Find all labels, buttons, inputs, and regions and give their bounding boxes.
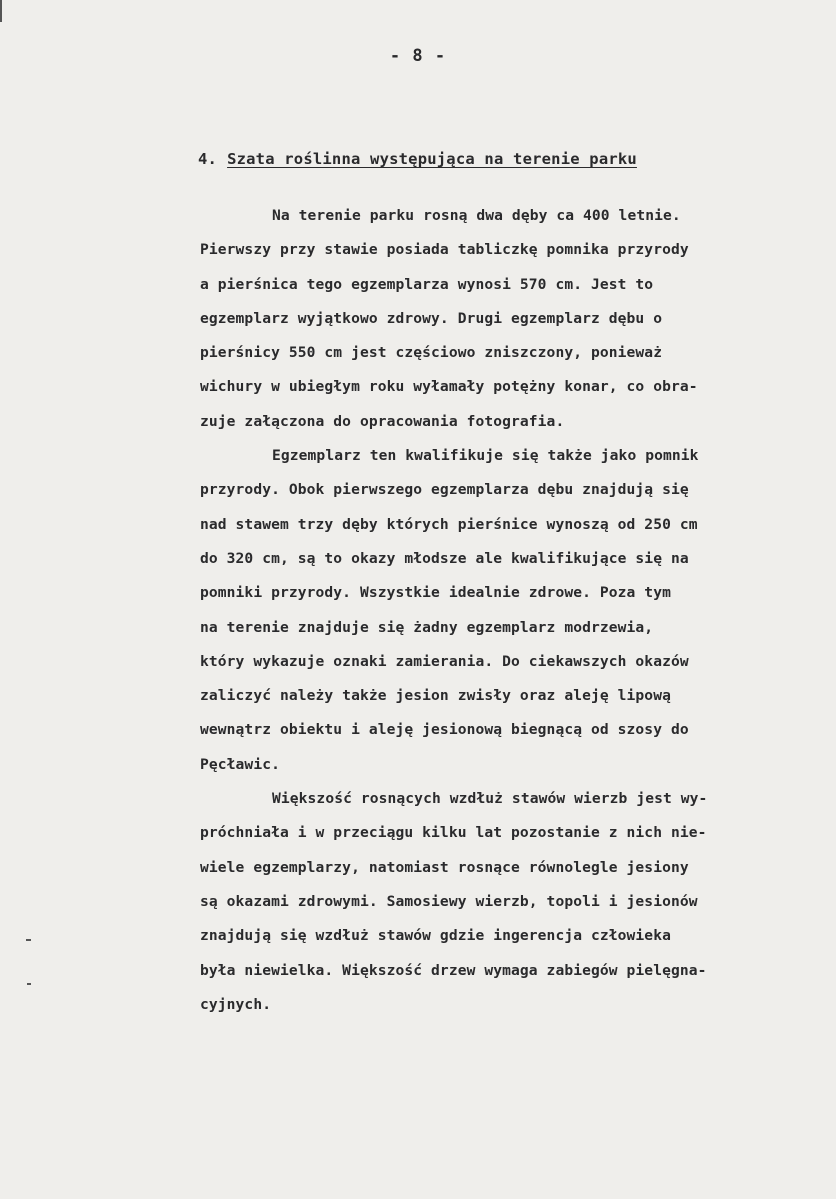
text-line: zuje załączona do opracowania fotografia.	[200, 412, 565, 430]
section-number: 4.	[198, 150, 218, 168]
text-line: Większość rosnących wzdłuż stawów wierzb jest wy-	[272, 790, 708, 808]
text-line: przyrody. Obok pierwszego egzemplarza dębu znajdują się	[200, 481, 689, 499]
text-line: Pęcławic.	[200, 755, 280, 773]
text-line: Na terenie parku rosną dwa dęby ca 400 letnie.	[272, 207, 681, 224]
text-line: próchniała i w przeciągu kilku lat pozostanie z nich nie-	[200, 824, 707, 842]
text-line: Pierwszy przy stawie posiada tabliczkę pomnika przyrody	[200, 241, 689, 259]
margin-mark	[26, 939, 31, 941]
text-line: są okazami zdrowymi. Samosiewy wierzb, topoli i jesionów	[200, 892, 698, 910]
text-line: egzemplarz wyjątkowo zdrowy. Drugi egzemplarz dębu o	[200, 309, 663, 327]
text-line: do 320 cm, są to okazy młodsze ale kwalifikujące się na	[200, 549, 689, 567]
text-line: była niewielka. Większość drzew wymaga zabiegów pielęgna-	[200, 961, 707, 979]
text-line: a pierśnica tego egzemplarza wynosi 570 cm. Jest to	[200, 275, 654, 293]
margin-mark	[0, 0, 2, 22]
text-line: wewnątrz obiektu i aleję jesionową biegnącą od szosy do	[200, 721, 689, 739]
text-line: zaliczyć należy także jesion zwisły oraz aleję lipową	[200, 687, 671, 705]
body-text	[200, 199, 785, 1022]
text-line: na terenie znajduje się żadny egzemplarz modrzewia,	[200, 618, 654, 636]
text-line: wiele egzemplarzy, natomiast rosnące równolegle jesiony	[200, 858, 689, 876]
text-line: pomniki przyrody. Wszystkie idealnie zdrowe. Poza tym	[200, 584, 671, 602]
text-line: cyjnych.	[200, 995, 272, 1013]
section-title: Szata roślinna występująca na terenie parku	[227, 150, 637, 168]
margin-mark	[27, 983, 31, 985]
text-line: Egzemplarz ten kwalifikuje się także jako pomnik	[272, 447, 699, 465]
text-line: który wykazuje oznaki zamierania. Do ciekawszych okazów	[200, 652, 689, 670]
text-line: znajdują się wzdłuż stawów gdzie ingerencja człowieka	[200, 927, 671, 945]
text-line: nad stawem trzy dęby których pierśnice wynoszą od 250 cm	[200, 515, 698, 533]
section-heading	[198, 150, 637, 168]
page-number: - 8 -	[389, 46, 447, 66]
text-line: pierśnicy 550 cm jest częściowo zniszczony, ponieważ	[200, 344, 663, 362]
text-line: wichury w ubiegłym roku wyłamały potężny konar, co obra-	[200, 378, 698, 396]
